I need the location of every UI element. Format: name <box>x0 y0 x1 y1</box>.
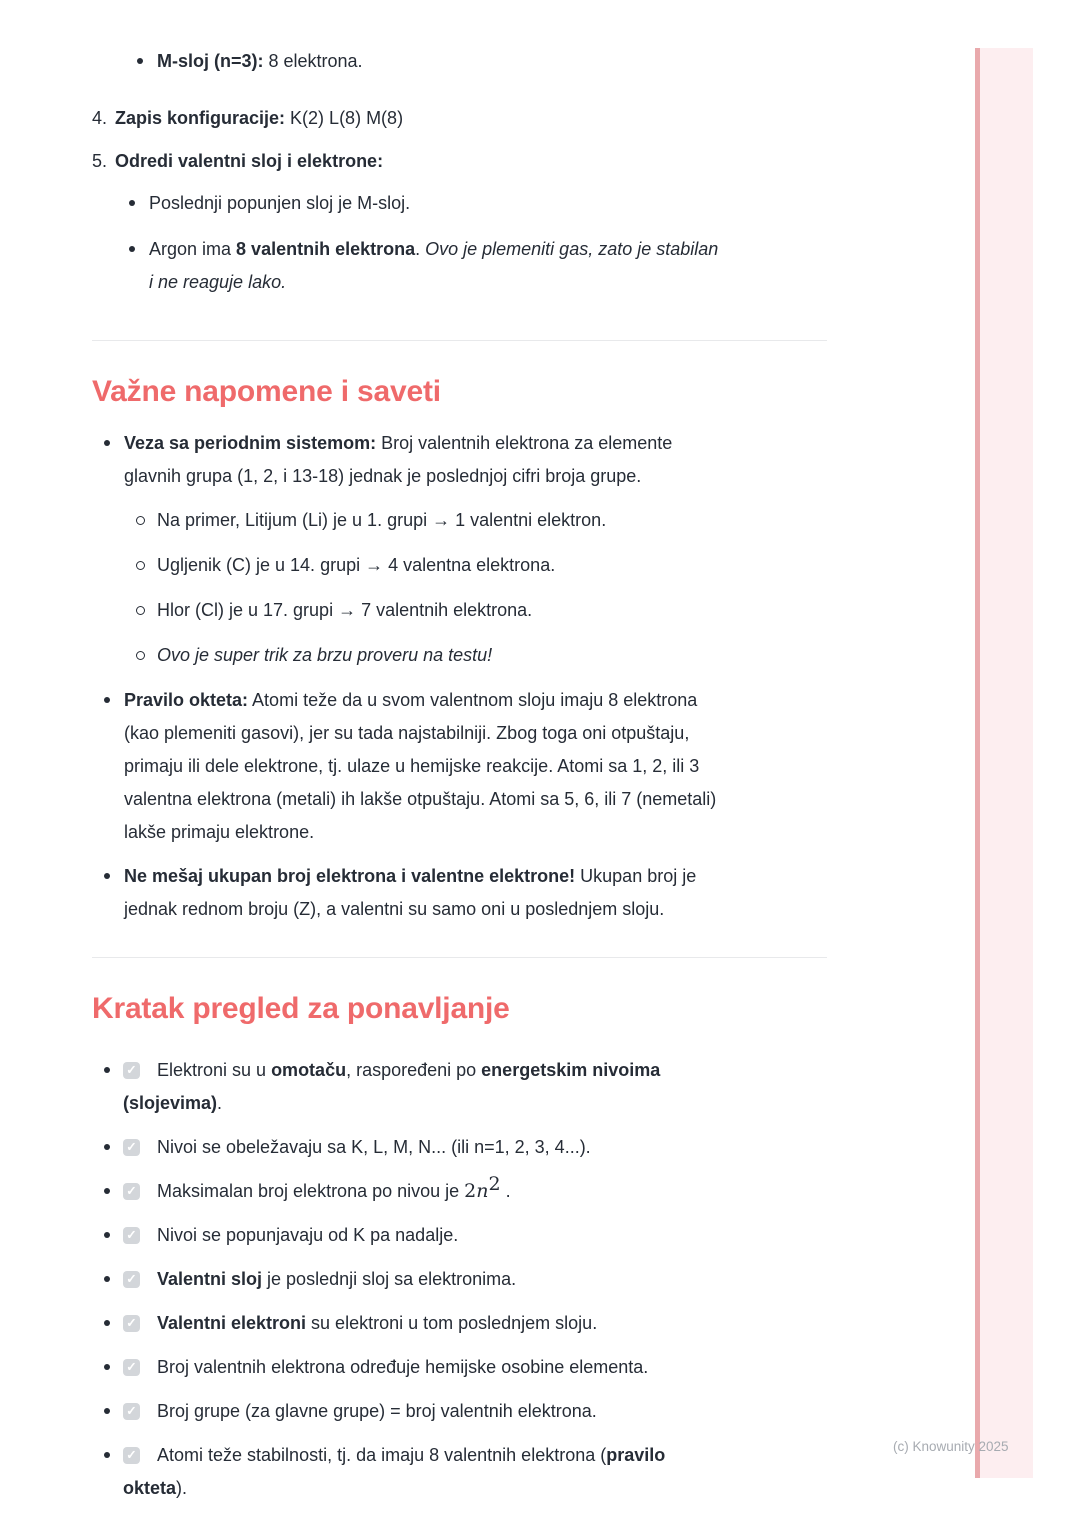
checklist-item <box>92 1351 827 1384</box>
watermark: (c) Knowunity 2025 <box>893 1439 1009 1454</box>
list-item <box>92 45 827 78</box>
list-item <box>124 504 827 537</box>
text-run: Ne mešaj ukupan broj elektrona i valentne elektrone! <box>124 866 576 886</box>
numbered-list <box>92 102 827 312</box>
page-edge-stripe <box>975 48 1033 1478</box>
item-number: 4. <box>92 108 108 128</box>
text-run: energetskim nivoima <box>481 1060 661 1080</box>
checklist-item <box>92 1219 827 1252</box>
item-body <box>115 145 718 312</box>
checklist-item <box>92 1054 827 1120</box>
list-item <box>124 594 827 627</box>
checkbox-checked-icon[interactable] <box>123 1062 140 1079</box>
text-run: valentna elektrona (metali) ih lakše otpuštaju. Atomi sa 5, 6, ili 7 (nemetali) <box>124 789 717 809</box>
text-run: Elektroni su u <box>157 1060 272 1080</box>
text-run: i ne reaguje lako. <box>149 272 287 292</box>
text-run: Valentni elektroni <box>157 1313 307 1333</box>
list-item <box>124 549 827 582</box>
text-run: Hlor (Cl) je u 17. grupi → 7 valentnih elektrona. <box>157 600 533 620</box>
text-run: . <box>415 239 426 259</box>
list-item <box>115 233 718 299</box>
checkbox-checked-icon[interactable] <box>123 1315 140 1332</box>
checkbox-checked-icon[interactable] <box>123 1183 140 1200</box>
section-title-review: Kratak pregled za ponavljanje <box>92 992 510 1025</box>
text-run: lakše primaju elektrone. <box>124 822 315 842</box>
text-run: glavnih grupa (1, 2, i 13-18) jednak je poslednjoj cifri broja grupe. <box>124 466 642 486</box>
text-run: Odredi valentni sloj i elektrone: <box>115 151 384 171</box>
checklist-item <box>92 1307 827 1340</box>
text-run: Pravilo okteta: <box>124 690 249 710</box>
item-body <box>115 102 403 135</box>
text-run: Nivoi se obeležavaju sa K, L, M, N... (ili n=1, 2, 3, 4...). <box>157 1137 591 1157</box>
nested-bullet-list <box>115 187 718 299</box>
text-run: primaju ili dele elektrone, tj. ulaze u hemijske reakcije. Atomi sa 1, 2, ili 3 <box>124 756 700 776</box>
nested-bullet-list <box>92 45 827 78</box>
text-run: Maksimalan broj elektrona po nivou je <box>157 1181 465 1201</box>
text-run: Broj valentnih elektrona za elemente <box>376 433 673 453</box>
text-run: Ovo je super trik za brzu proveru na testu! <box>157 645 493 665</box>
section-title-notes: Važne napomene i saveti <box>92 375 441 408</box>
text-run: Poslednji popunjen sloj je M-sloj. <box>149 193 411 213</box>
checklist <box>92 1054 827 1505</box>
text-run: K(2) L(8) M(8) <box>285 108 404 128</box>
text-run: n <box>476 1180 489 1202</box>
text-run: Ugljenik (C) je u 14. grupi → 4 valentna elektrona. <box>157 555 556 575</box>
text-run: Zapis konfiguracije: <box>115 108 286 128</box>
checklist-item <box>92 1439 827 1505</box>
numbered-item <box>92 145 827 312</box>
text-run: 8 valentnih elektrona <box>236 239 416 259</box>
list-item <box>124 639 827 672</box>
checkbox-checked-icon[interactable] <box>123 1139 140 1156</box>
text-run: Atomi teže stabilnosti, tj. da imaju 8 valentnih elektrona ( <box>157 1445 607 1465</box>
checkbox-checked-icon[interactable] <box>123 1447 140 1464</box>
item-number: 5. <box>92 151 108 171</box>
list-item <box>92 860 827 926</box>
list-item <box>92 427 827 672</box>
text-run: Nivoi se popunjavaju od K pa nadalje. <box>157 1225 459 1245</box>
text-run: 2 <box>488 1173 501 1195</box>
list-item <box>115 187 718 220</box>
text-run: Ovo je plemeniti gas, zato je stabilan <box>425 239 719 259</box>
text-run: su elektroni u tom poslednjem sloju. <box>306 1313 598 1333</box>
numbered-item <box>92 102 827 135</box>
checklist-item <box>92 1395 827 1428</box>
section-notes <box>92 373 827 926</box>
text-run: pravilo <box>606 1445 666 1465</box>
text-run: omotaču <box>271 1060 347 1080</box>
checklist-item <box>92 1263 827 1296</box>
text-run: Atomi teže da u svom valentnom sloju imaju 8 elektrona <box>248 690 698 710</box>
section-divider <box>92 957 827 958</box>
text-run: Argon ima <box>149 239 237 259</box>
text-run: Valentni sloj <box>157 1269 263 1289</box>
checkbox-checked-icon[interactable] <box>123 1359 140 1376</box>
text-run: , raspoređeni po <box>346 1060 482 1080</box>
text-run: . <box>500 1181 511 1201</box>
checkbox-checked-icon[interactable] <box>123 1403 140 1420</box>
text-run: (slojevima) <box>123 1093 218 1113</box>
text-run: jednak rednom broju (Z), a valentni su samo oni u poslednjem sloju. <box>124 899 665 919</box>
text-run: Ukupan broj je <box>575 866 697 886</box>
text-run: ). <box>176 1478 188 1498</box>
list-item <box>92 684 827 849</box>
text-run: Broj valentnih elektrona određuje hemijske osobine elementa. <box>157 1357 649 1377</box>
checkbox-checked-icon[interactable] <box>123 1271 140 1288</box>
text-run: 8 elektrona. <box>263 51 363 71</box>
bullet-list <box>92 427 827 926</box>
text-run: Broj grupe (za glavne grupe) = broj valentnih elektrona. <box>157 1401 597 1421</box>
text-run: je poslednji sloj sa elektronima. <box>262 1269 517 1289</box>
text-run: Veza sa periodnim sistemom: <box>124 433 377 453</box>
text-run: Na primer, Litijum (Li) je u 1. grupi → 1 valentni elektron. <box>157 510 607 530</box>
checklist-item <box>92 1131 827 1164</box>
checklist-item <box>92 1175 827 1208</box>
text-run: okteta <box>123 1478 177 1498</box>
section-divider <box>92 340 827 341</box>
section-review <box>92 990 827 1505</box>
text-run: M-sloj (n=3): <box>157 51 264 71</box>
circle-bullet-list <box>124 504 827 672</box>
text-run: 2 <box>464 1180 477 1202</box>
text-run: (kao plemeniti gasovi), jer su tada najstabilniji. Zbog toga oni otpuštaju, <box>124 723 690 743</box>
text-run: . <box>217 1093 223 1113</box>
checkbox-checked-icon[interactable] <box>123 1227 140 1244</box>
document-content <box>92 0 827 1516</box>
